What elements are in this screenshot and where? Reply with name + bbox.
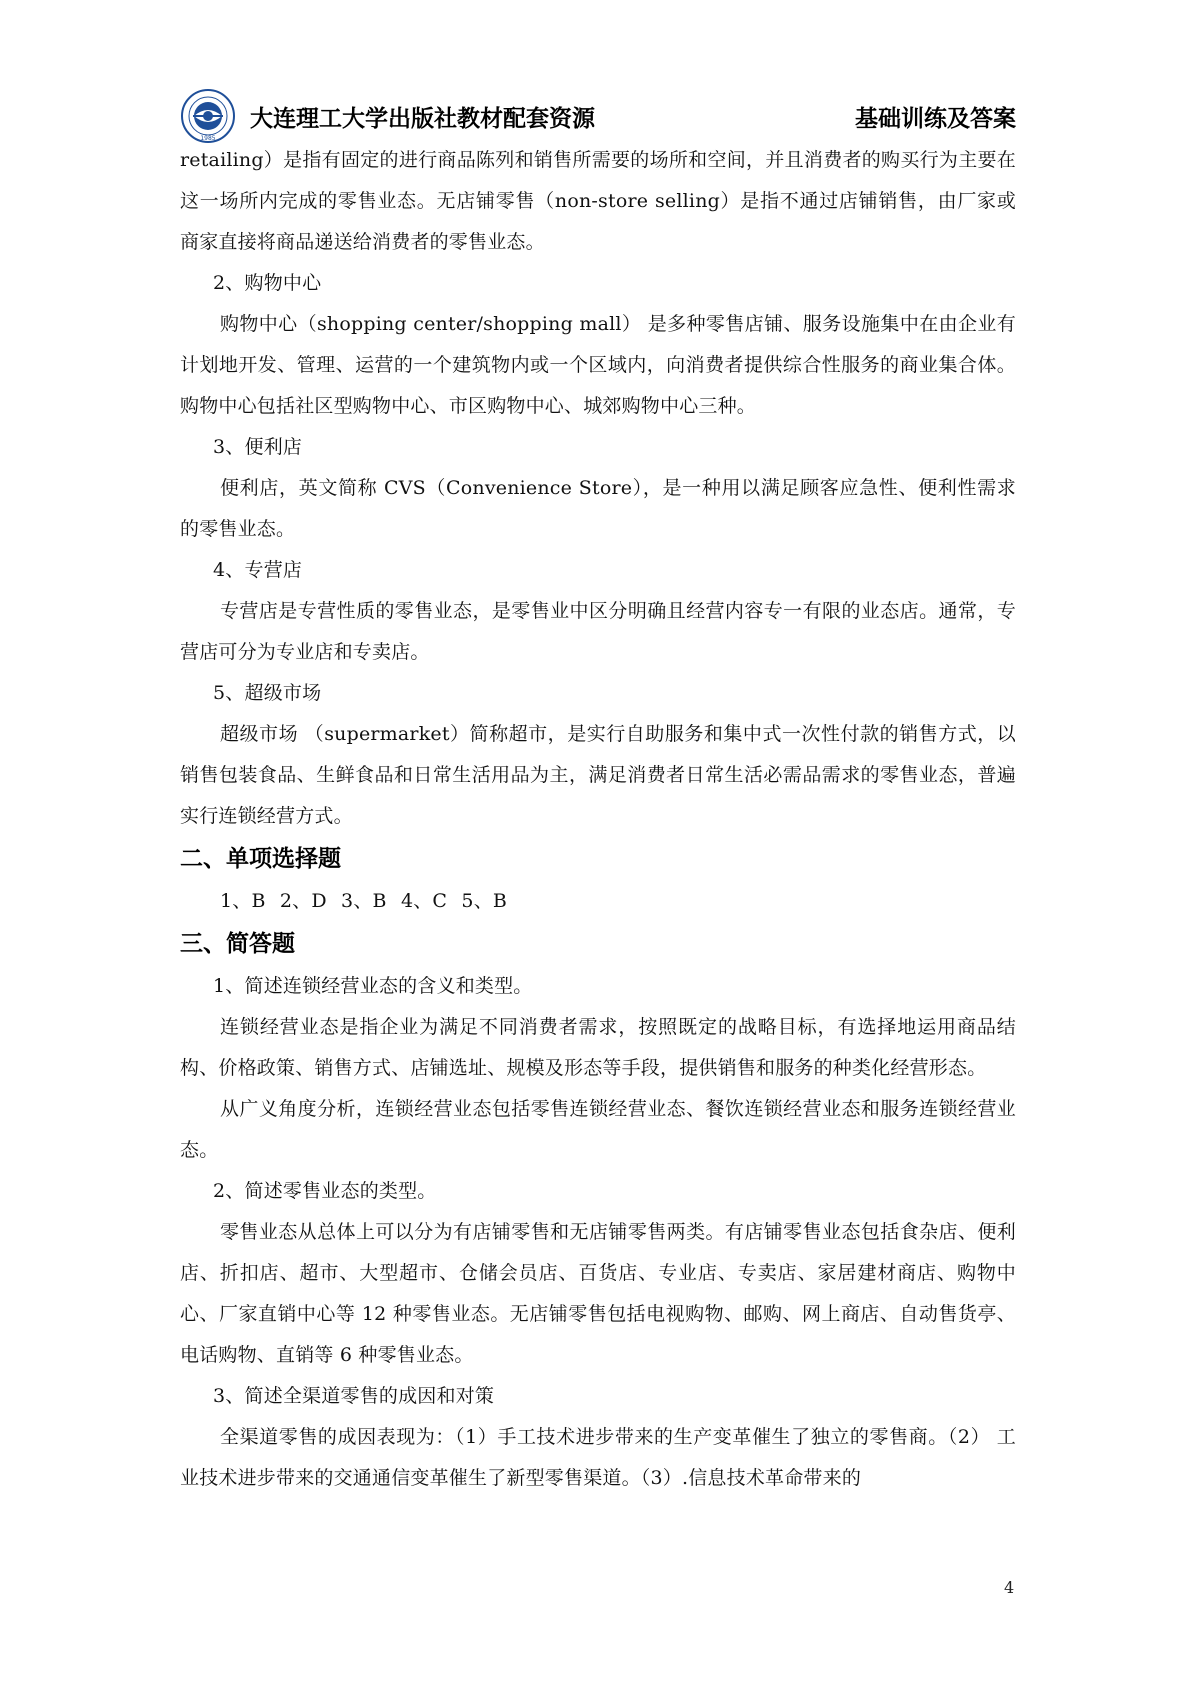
- section-title-short-answer: 三、简答题: [180, 931, 295, 957]
- paragraph-continued: retailing）是指有固定的进行商品陈列和销售所需要的场所和空间，并且消费者的购买行为主要在这一场所内完成的零售业态。无店铺零售（non-store selling）是指不通过店铺销售，由厂家或商家直接将商品递送给消费者的零售业态。: [180, 149, 1016, 253]
- logo-year: 1985: [200, 135, 216, 142]
- answer-2-paragraph-1: 零售业态从总体上可以分为有店铺零售和无店铺零售两类。有店铺零售业态包括食杂店、便利店、折扣店、超市、大型超市、仓储会员店、百货店、专业店、专卖店、家居建材商店、购物中心、厂家直销中心等 12 种零售业态。无店铺零售包括电视购物、邮购、网上商店、自动售货亭、电话购物、直销等 6 种零售业态。: [180, 1221, 1016, 1366]
- single-choice-answers: 1、B 2、D 3、B 4、C 5、B: [220, 890, 508, 912]
- answer-3-paragraph-1: 全渠道零售的成因表现为：（1）手工技术进步带来的生产变革催生了独立的零售商。（2） 工业技术进步带来的交通通信变革催生了新型零售渠道。（3）.信息技术革命带来的: [180, 1426, 1016, 1489]
- item-heading-specialty-store: 4、专营店: [213, 559, 303, 581]
- answer-1-paragraph-2: 从广义角度分析，连锁经营业态包括零售连锁经营业态、餐饮连锁经营业态和服务连锁经营业态。: [180, 1098, 1016, 1161]
- answer-1-paragraph-1: 连锁经营业态是指企业为满足不同消费者需求，按照既定的战略目标，有选择地运用商品结构、价格政策、销售方式、店铺选址、规模及形态等手段，提供销售和服务的种类化经营形态。: [180, 1016, 1016, 1079]
- header-section-label: 基础训练及答案: [855, 106, 1016, 132]
- page-header: [180, 88, 1016, 146]
- page-content: [180, 140, 1016, 1499]
- section-title-single-choice: 二、单项选择题: [180, 846, 341, 872]
- item-text-shopping-center: 购物中心（shopping center/shopping mall） 是多种零售店铺、服务设施集中在由企业有计划地开发、管理、运营的一个建筑物内或一个区域内，向消费者提供综合性服务的商业集合体。购物中心包括社区型购物中心、市区购物中心、城郊购物中心三种。: [180, 313, 1016, 417]
- question-3: 3、简述全渠道零售的成因和对策: [213, 1385, 495, 1407]
- university-logo-icon: [180, 88, 236, 144]
- item-text-supermarket: 超级市场 （supermarket）简称超市，是实行自助服务和集中式一次性付款的销售方式，以销售包装食品、生鲜食品和日常生活用品为主，满足消费者日常生活必需品需求的零售业态，普遍实行连锁经营方式。: [180, 723, 1016, 827]
- question-2: 2、简述零售业态的类型。: [213, 1180, 437, 1202]
- item-text-convenience-store: 便利店，英文简称 CVS（Convenience Store），是一种用以满足顾客应急性、便利性需求的零售业态。: [180, 477, 1016, 540]
- page-number: 4: [1004, 1578, 1015, 1597]
- item-heading-shopping-center: 2、购物中心: [213, 272, 322, 294]
- item-text-specialty-store: 专营店是专营性质的零售业态，是零售业中区分明确且经营内容专一有限的业态店。通常，专营店可分为专业店和专卖店。: [180, 600, 1016, 663]
- question-1: 1、简述连锁经营业态的含义和类型。: [213, 975, 533, 997]
- header-title: 大连理工大学出版社教材配套资源: [250, 106, 595, 132]
- item-heading-convenience-store: 3、便利店: [213, 436, 303, 458]
- item-heading-supermarket: 5、超级市场: [213, 682, 322, 704]
